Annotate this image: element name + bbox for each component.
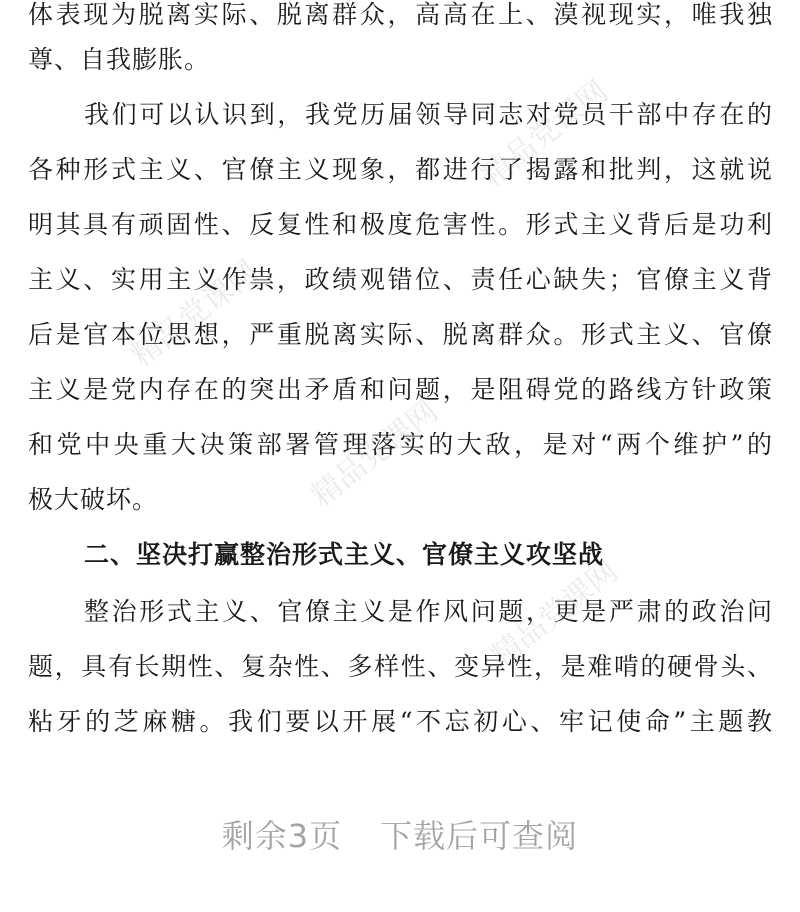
paragraph-line: 极大破坏。	[28, 485, 159, 514]
paragraph-line: 体表现为脱离实际、脱离群众，高高在上、漠视现实，唯我独	[28, 0, 773, 29]
watermark-text: 精品党课网	[474, 73, 615, 194]
section-heading: 二、坚决打赢整治形式主义、官僚主义攻坚战	[84, 540, 605, 569]
watermark-text: 精品党课网	[484, 553, 625, 674]
paragraph-line: 题，具有长期性、复杂性、多样性、变异性，是难啃的硬骨头、	[28, 652, 773, 681]
paragraph-line: 后是官本位思想，严重脱离实际、脱离群众。形式主义、官僚	[28, 320, 773, 349]
paragraph-line: 主义、实用主义作祟，政绩观错位、责任心缺失；官僚主义背	[28, 265, 773, 294]
paragraph-line: 和党中央重大决策部署管理落实的大敌，是对“两个维护”的	[28, 430, 773, 459]
paragraph-line: 明其具有顽固性、反复性和极度危害性。形式主义背后是功利	[28, 210, 773, 239]
download-to-read-label[interactable]: 下载后可查阅	[380, 817, 579, 855]
watermark-text: 精品党课网	[124, 253, 265, 374]
remaining-pages-label[interactable]: 剩余3页	[221, 817, 343, 855]
paragraph-line: 各种形式主义、官僚主义现象，都进行了揭露和批判，这就说	[28, 155, 773, 184]
paragraph-line: 整治形式主义、官僚主义是作风问题，更是严肃的政治问	[84, 597, 773, 626]
paragraph-line: 粘牙的芝麻糖。我们要以开展“不忘初心、牢记使命”主题教	[28, 707, 773, 736]
paragraph-line: 尊、自我膨胀。	[28, 45, 211, 74]
read-more-banner[interactable]	[0, 808, 800, 864]
watermark-text: 精品党课网	[304, 393, 445, 514]
paragraph-line: 主义是党内存在的突出矛盾和问题，是阻碍党的路线方针政策	[28, 375, 773, 404]
paragraph-line: 我们可以认识到，我党历届领导同志对党员干部中存在的	[84, 100, 773, 129]
